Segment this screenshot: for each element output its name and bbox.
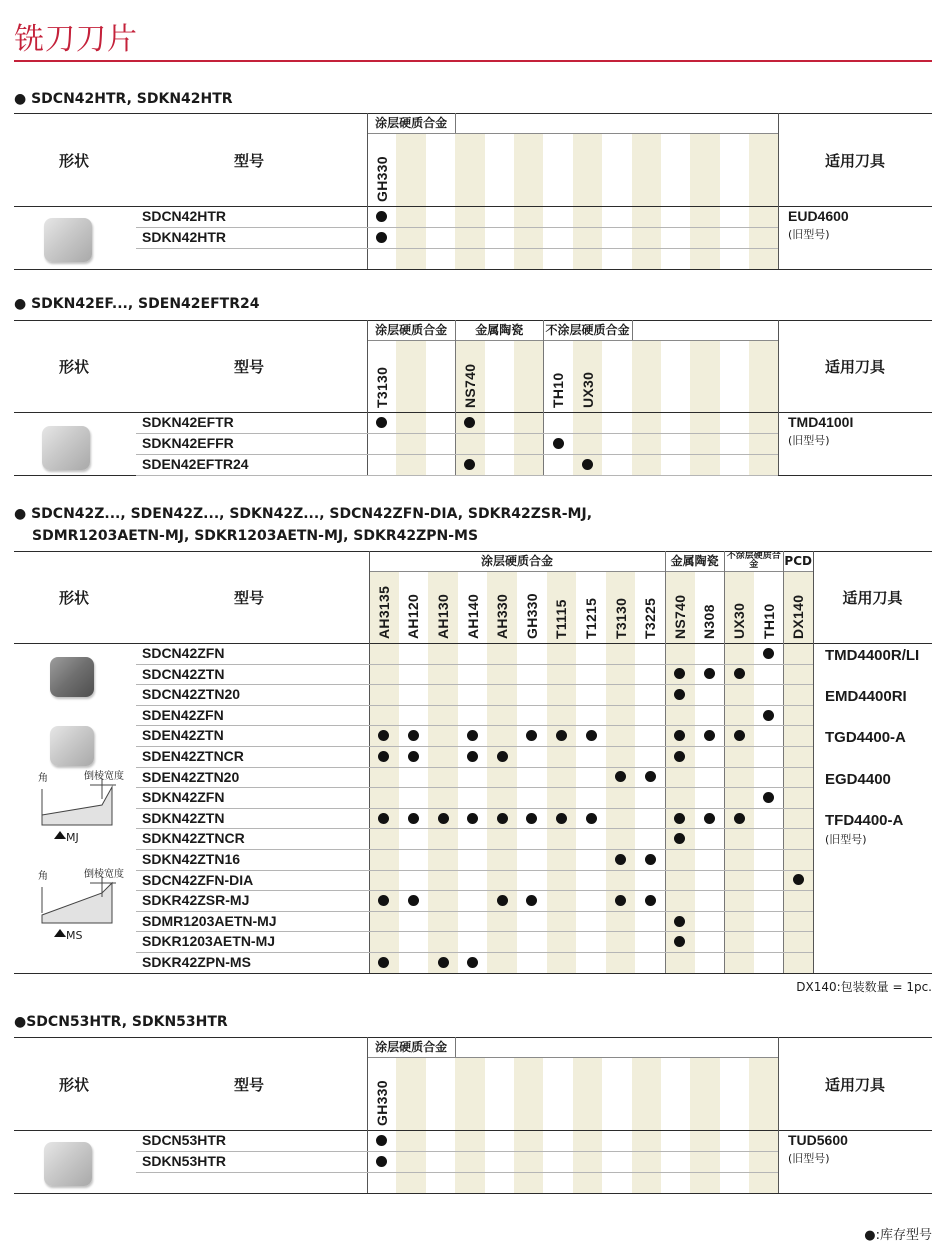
- stock-dot: [674, 813, 685, 824]
- model-sdcn42ztn20: SDCN42ZTN20: [142, 686, 241, 703]
- stock-dot: [467, 957, 478, 968]
- grade-name-ux30: UX30: [731, 602, 747, 639]
- row-rule: [136, 808, 813, 809]
- model-sdkn53htr: SDKN53HTR: [142, 1153, 227, 1169]
- stock-dot: [378, 813, 389, 824]
- model-sdmr1203aetn-mj: SDMR1203AETN-MJ: [142, 912, 277, 929]
- row-rule: [136, 227, 778, 228]
- angle-label: 角: [38, 773, 48, 784]
- group-end-separator: [455, 1037, 456, 1057]
- old-model-note: (旧型号): [788, 228, 830, 241]
- grade-group-label: 金属陶瓷: [475, 323, 524, 337]
- grade-name-ns740: NS740: [671, 594, 688, 639]
- grade-name-t3225: T3225: [642, 597, 659, 639]
- stock-dot: [553, 438, 564, 449]
- model-sdkn42htr: SDKN42HTR: [142, 229, 227, 245]
- grade-name-t1115: T1115: [553, 599, 570, 639]
- grade-name-ns740: NS740: [461, 363, 478, 408]
- grade-group-label: 涂层硬质合金: [375, 1040, 448, 1054]
- grade-area-left-rule: [367, 320, 368, 475]
- grade-name-th10: TH10: [760, 603, 777, 639]
- group-rule: [369, 571, 813, 572]
- stock-dot: [376, 211, 387, 222]
- model-sdkr1203aetn-mj: SDKR1203AETN-MJ: [142, 933, 276, 950]
- table-top-rule: [14, 551, 932, 552]
- row-rule: [136, 248, 778, 249]
- header-bottom-rule: [14, 1130, 932, 1131]
- stock-dot: [734, 730, 745, 741]
- stock-dot: [526, 730, 537, 741]
- table-bottom-rule: [14, 269, 932, 270]
- row-rule: [136, 952, 813, 953]
- stock-dot: [586, 813, 597, 824]
- shape-header: 形状: [58, 589, 89, 607]
- stock-dot: [438, 957, 449, 968]
- land-width-label: 倒棱宽度: [84, 869, 124, 880]
- stock-dot: [763, 710, 774, 721]
- stock-dot: [376, 232, 387, 243]
- grade-name-t1215: T1215: [583, 597, 599, 639]
- row-rule: [136, 1172, 778, 1173]
- stock-dot: [645, 771, 656, 782]
- shape-header: 形状: [58, 1075, 89, 1094]
- row-rule: [136, 684, 813, 685]
- grade-name-t3130: T3130: [612, 597, 629, 639]
- tool-tud5600: TUD5600: [788, 1132, 848, 1148]
- stock-dot: [582, 459, 593, 470]
- stock-dot: [645, 854, 656, 865]
- model-sden42ztncr: SDEN42ZTNCR: [142, 748, 244, 764]
- row-rule: [136, 890, 813, 891]
- stock-dot: [497, 895, 508, 906]
- model-sdkn42ztncr: SDKN42ZTNCR: [142, 830, 245, 847]
- stock-dot: [376, 417, 387, 428]
- grade-name-gh330: GH330: [523, 593, 540, 639]
- stock-dot: [734, 668, 745, 679]
- grade-name-ah130: AH130: [435, 593, 451, 639]
- tool-header: 适用刀具: [824, 1075, 885, 1094]
- old-model-note: (旧型号): [788, 434, 830, 447]
- stock-dot: [704, 668, 715, 679]
- edge-type-label: -MS: [62, 929, 83, 942]
- row-rule: [136, 849, 813, 850]
- shape-header: 形状: [58, 358, 89, 376]
- stock-dot: [526, 813, 537, 824]
- tool-column-rule: [778, 320, 779, 475]
- header-bottom-rule: [14, 643, 932, 644]
- grade-area-left-rule: [367, 1037, 368, 1193]
- shape-header: 形状: [58, 151, 89, 170]
- row-rule: [136, 664, 813, 665]
- table-top-rule: [14, 320, 932, 321]
- row-rule: [136, 725, 813, 726]
- group-rule: [367, 340, 778, 341]
- insert-image-dark: [50, 657, 94, 697]
- grade-name-n308: N308: [701, 604, 718, 639]
- row-rule: [136, 746, 813, 747]
- model-sdkn42eftr: SDKN42EFTR: [142, 414, 234, 430]
- grade-name-t3130: T3130: [373, 366, 390, 408]
- tool-egd4400: EGD4400: [825, 771, 891, 788]
- stock-dot: [556, 813, 567, 824]
- group-end-separator: [455, 113, 456, 133]
- row-rule: [136, 705, 813, 706]
- group-separator: [665, 551, 666, 973]
- stock-dot: [763, 648, 774, 659]
- stock-dot: [704, 730, 715, 741]
- model-sdkn42ztn: SDKN42ZTN: [142, 809, 225, 826]
- model-sdcn42zfn-dia: SDCN42ZFN-DIA: [142, 871, 254, 888]
- stock-dot: [556, 730, 567, 741]
- stock-dot: [674, 916, 685, 927]
- tool-header: 适用刀具: [842, 589, 903, 607]
- section-4-heading: ●SDCN53HTR, SDKN53HTR: [14, 1014, 228, 1030]
- group-separator: [724, 551, 725, 973]
- model-header: 型号: [233, 589, 264, 607]
- stock-dot: [763, 792, 774, 803]
- grade-name-ah140: AH140: [464, 593, 481, 639]
- group-rule: [367, 1057, 778, 1058]
- group-rule: [367, 133, 778, 134]
- stock-dot: [497, 751, 508, 762]
- model-sdkn42ztn16: SDKN42ZTN16: [142, 851, 241, 867]
- section-1-heading: ● SDCN42HTR, SDKN42HTR: [14, 91, 233, 107]
- section-4-table: [14, 1037, 932, 1193]
- group-end-separator: [632, 320, 633, 340]
- grade-group-label: 涂层硬质合金: [375, 116, 448, 130]
- stock-dot: [526, 895, 537, 906]
- stock-dot: [467, 813, 478, 824]
- group-separator: [543, 320, 544, 475]
- grade-group-label: 涂层硬质合金: [375, 323, 448, 337]
- model-header: 型号: [233, 1075, 264, 1094]
- model-header: 型号: [233, 358, 264, 376]
- grade-area-left-rule: [367, 113, 368, 269]
- model-sdkr42zpn-ms: SDKR42ZPN-MS: [142, 954, 251, 970]
- grade-name-ux30: UX30: [579, 371, 596, 408]
- row-rule: [136, 931, 813, 932]
- grade-group-label: 涂层硬质合金: [480, 554, 553, 568]
- section-3-heading-line2: SDMR1203AETN-MJ, SDKR1203AETN-MJ, SDKR42ZPN-MS: [32, 528, 479, 544]
- grade-name-th10: TH10: [550, 372, 567, 408]
- row-rule: [136, 475, 778, 476]
- insert-image: [44, 218, 92, 262]
- tool-column-rule: [813, 551, 814, 973]
- grade-group-label: 金属陶瓷: [670, 554, 719, 568]
- stock-dot: [376, 1156, 387, 1167]
- row-rule: [136, 433, 778, 434]
- section-3-table: [14, 551, 932, 976]
- stock-dot: [408, 895, 419, 906]
- row-rule: [136, 828, 813, 829]
- model-sdcn53htr: SDCN53HTR: [142, 1132, 227, 1148]
- row-rule: [136, 454, 778, 455]
- stock-dot: [467, 751, 478, 762]
- insert-image: [44, 1142, 92, 1186]
- stock-dot: [467, 730, 478, 741]
- stock-dot: [408, 730, 419, 741]
- model-sdkn42effr: SDKN42EFFR: [142, 435, 234, 451]
- grade-area-left-rule: [369, 551, 370, 973]
- stock-legend: ●:库存型号: [864, 1228, 932, 1243]
- tool-emd4400ri: EMD4400RI: [825, 688, 907, 705]
- section-2-table: [14, 320, 932, 475]
- group-separator: [783, 551, 784, 973]
- angle-label: 角: [38, 871, 48, 882]
- stock-dot: [497, 813, 508, 824]
- edge-type-label: -MJ: [62, 831, 79, 844]
- model-sden42eftr24: SDEN42EFTR24: [142, 456, 249, 472]
- old-model-note: (旧型号): [788, 1152, 830, 1165]
- tool-eud4600: EUD4600: [788, 208, 849, 224]
- tool-tgd4400-a: TGD4400-A: [825, 729, 906, 746]
- section-3-heading-line1: ● SDCN42Z..., SDEN42Z..., SDKN42Z..., SDCN42ZFN-DIA, SDKR42ZSR-MJ,: [14, 506, 593, 522]
- grade-name-ah330: AH330: [494, 593, 511, 639]
- page-title: 铣刀刀片: [14, 22, 138, 57]
- tool-header: 适用刀具: [824, 151, 885, 170]
- header-bottom-rule: [14, 412, 932, 413]
- group-separator: [455, 320, 456, 475]
- row-rule: [136, 870, 813, 871]
- model-sden42zfn: SDEN42ZFN: [142, 706, 224, 723]
- land-width-label: 倒棱宽度: [84, 771, 124, 782]
- section-3-footnote: DX140:包装数量 = 1pc.: [796, 980, 932, 994]
- old-model-note: (旧型号): [825, 833, 867, 846]
- stock-dot: [408, 813, 419, 824]
- header-bottom-rule: [14, 206, 932, 207]
- table-top-rule: [14, 113, 932, 114]
- model-header: 型号: [233, 151, 264, 170]
- row-rule: [136, 787, 813, 788]
- table-bottom-rule: [14, 973, 932, 974]
- stock-dot: [704, 813, 715, 824]
- row-rule: [136, 767, 813, 768]
- grade-name-ah3135: AH3135: [375, 585, 392, 639]
- grade-group-label: 不涂层硬质合金: [545, 323, 630, 337]
- table-bottom-rule: [14, 1193, 932, 1194]
- model-sdcn42ztn: SDCN42ZTN: [142, 665, 225, 682]
- tool-column-rule: [778, 113, 779, 269]
- stock-dot: [586, 730, 597, 741]
- tool-tmd4100i: TMD4100I: [788, 414, 854, 430]
- row-rule: [136, 911, 813, 912]
- stock-dot: [408, 751, 419, 762]
- model-sdcn42htr: SDCN42HTR: [142, 208, 227, 224]
- insert-image: [42, 426, 90, 470]
- grade-name-dx140: DX140: [790, 594, 807, 639]
- model-sdkn42zfn: SDKN42ZFN: [142, 789, 225, 806]
- model-sden42ztn: SDEN42ZTN: [142, 727, 224, 744]
- grade-group-label: 不涂层硬质合金: [726, 552, 781, 570]
- tool-column-rule: [778, 1037, 779, 1193]
- section-1-table: [14, 113, 932, 269]
- tool-tfd4400-a: TFD4400-A: [825, 812, 904, 829]
- model-sdkr42zsr-mj: SDKR42ZSR-MJ: [142, 892, 250, 909]
- stock-dot: [438, 813, 449, 824]
- row-rule: [136, 1151, 778, 1152]
- model-sden42ztn20: SDEN42ZTN20: [142, 768, 240, 785]
- table-top-rule: [14, 1037, 932, 1038]
- grade-name-gh330: GH330: [373, 156, 390, 202]
- stock-dot: [734, 813, 745, 824]
- insert-image: [50, 726, 94, 766]
- model-sdcn42zfn: SDCN42ZFN: [142, 645, 225, 661]
- tool-header: 适用刀具: [824, 358, 885, 376]
- stock-dot: [645, 895, 656, 906]
- stock-dot: [376, 1135, 387, 1146]
- grade-group-label: PCD: [784, 554, 812, 568]
- grade-name-ah120: AH120: [405, 593, 422, 639]
- title-rule: [14, 60, 932, 62]
- tool-tmd4400r/li: TMD4400R/LI: [825, 647, 920, 664]
- stock-dot: [615, 854, 626, 865]
- grade-name-gh330: GH330: [373, 1080, 390, 1126]
- section-2-heading: ● SDKN42EF..., SDEN42EFTR24: [14, 296, 260, 312]
